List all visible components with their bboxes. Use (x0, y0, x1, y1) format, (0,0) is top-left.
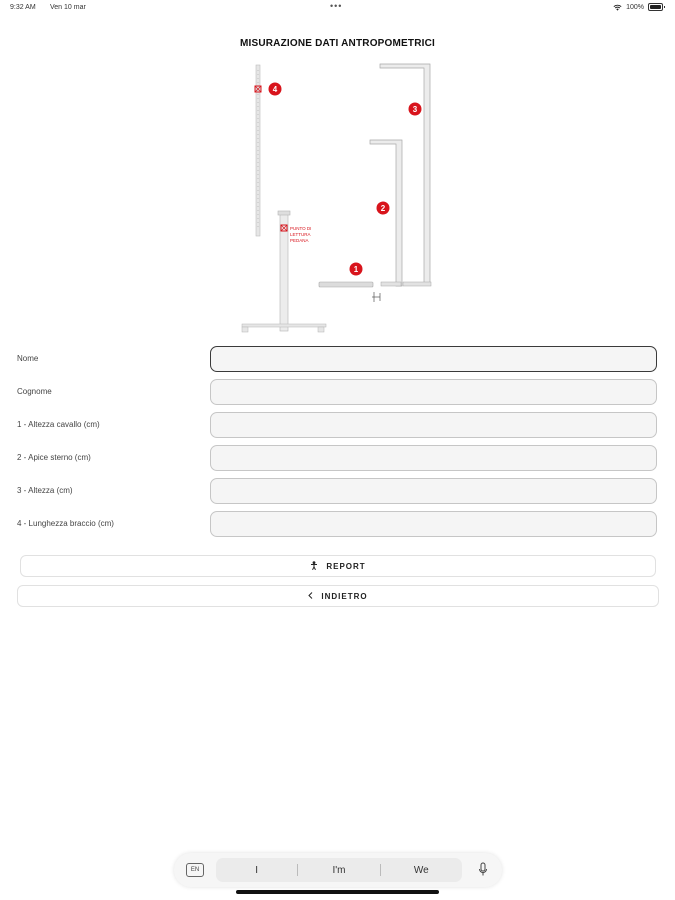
status-date: Ven 10 mar (50, 4, 86, 11)
lunghezza-braccio-label: 4 - Lunghezza braccio (cm) (17, 519, 114, 528)
lunghezza-braccio-field[interactable] (210, 511, 657, 537)
marker-4-label: 4 (272, 85, 278, 94)
language-switch-icon[interactable]: EN (186, 863, 204, 877)
reading-point-line-1: PUNTO DI (290, 226, 312, 231)
reading-point-line-2: LETTURA (290, 232, 311, 237)
page-title: MISURAZIONE DATI ANTROPOMETRICI (239, 38, 436, 49)
chevron-left-icon (308, 592, 313, 601)
person-icon (310, 561, 318, 572)
status-right (613, 3, 663, 11)
marker-1-label: 1 (353, 265, 359, 274)
marker-4 (269, 83, 282, 96)
battery-percent: 100% (626, 3, 644, 11)
marker-3-label: 3 (412, 105, 418, 114)
form-row-altezza (0, 478, 675, 508)
form-row-lunghezza-braccio (0, 511, 675, 541)
altezza-label: 3 - Altezza (cm) (17, 486, 73, 495)
nome-label: Nome (17, 354, 39, 363)
apice-sterno-label: 2 - Apice sterno (cm) (17, 453, 91, 462)
multitasking-dots-icon[interactable]: ••• (330, 1, 343, 11)
form-row-cognome (0, 379, 675, 409)
altezza-field[interactable] (210, 478, 657, 504)
nome-field[interactable] (210, 346, 657, 372)
cognome-label: Cognome (17, 387, 52, 396)
marker-1 (350, 263, 363, 276)
microphone-icon[interactable] (478, 862, 488, 878)
altezza-cavallo-label: 1 - Altezza cavallo (cm) (17, 420, 100, 429)
wifi-icon (613, 4, 622, 11)
keyboard-suggestion-bar (174, 853, 502, 887)
form-row-nome (0, 346, 675, 376)
suggestion-2[interactable]: I'm (332, 864, 346, 876)
reading-point-line-3: PEDANA (290, 238, 309, 243)
marker-2-label: 2 (380, 204, 386, 213)
report-button-label: REPORT (326, 561, 366, 571)
form-row-altezza-cavallo (0, 412, 675, 442)
anthropometric-diagram (230, 58, 450, 338)
suggestion-strip (216, 858, 462, 882)
back-button-label: INDIETRO (321, 591, 368, 601)
apice-sterno-field[interactable] (210, 445, 657, 471)
suggestion-3[interactable]: We (413, 864, 429, 876)
form-row-apice-sterno (0, 445, 675, 475)
status-bar (0, 0, 675, 16)
status-time: 9:32 AM (10, 4, 36, 11)
marker-2 (377, 202, 390, 215)
altezza-cavallo-field[interactable] (210, 412, 657, 438)
cognome-field[interactable] (210, 379, 657, 405)
suggestion-1[interactable]: I (255, 864, 259, 876)
report-button[interactable] (20, 555, 656, 577)
home-indicator[interactable] (236, 890, 439, 894)
battery-icon (648, 3, 663, 11)
back-button[interactable] (17, 585, 659, 607)
marker-3 (409, 103, 422, 116)
